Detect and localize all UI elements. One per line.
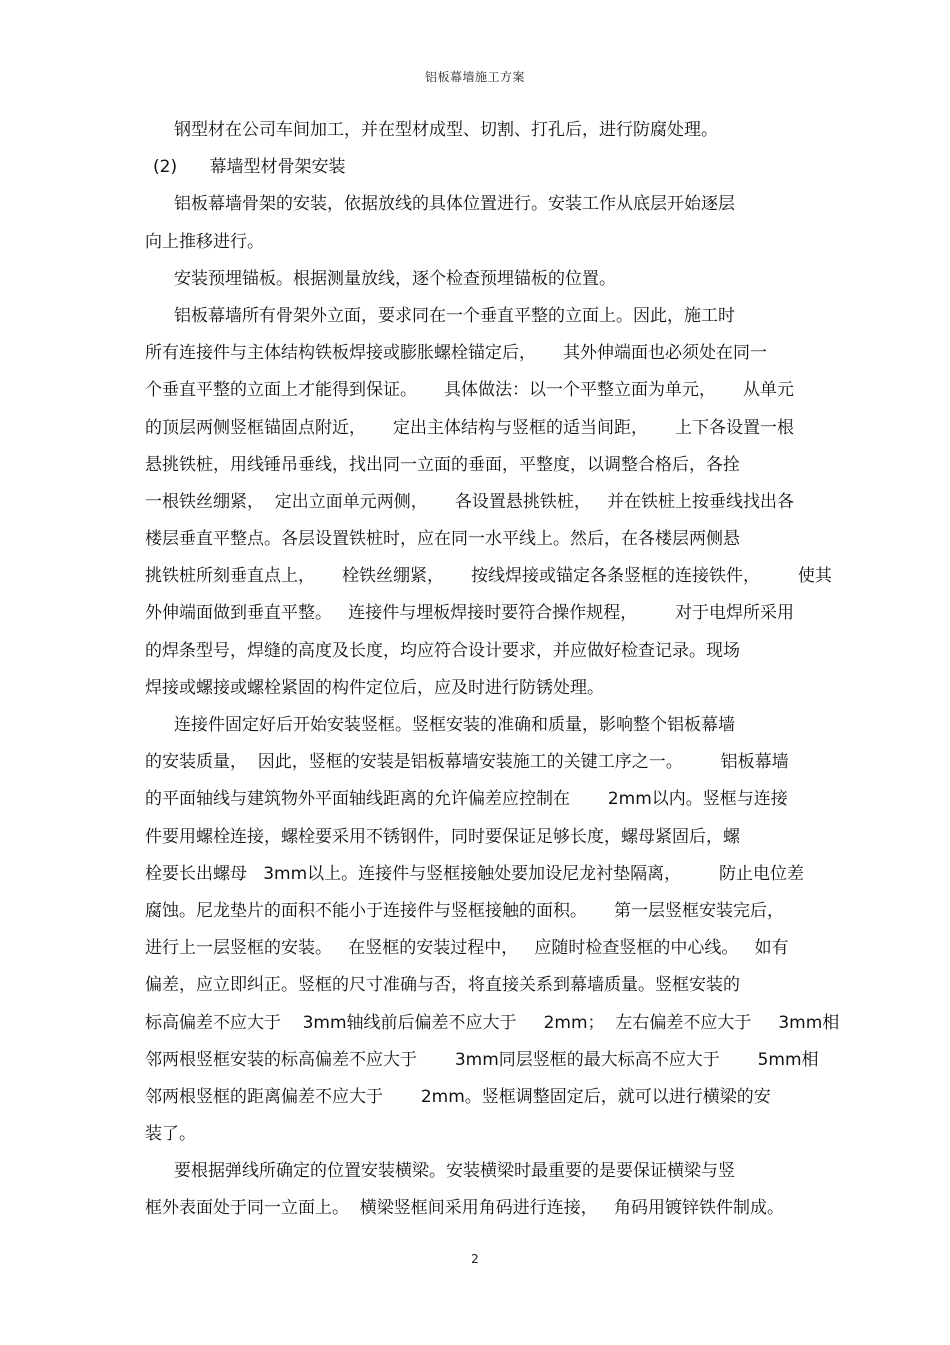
paragraph-line: 悬挑铁桩，用线锤吊垂线，找出同一立面的垂面，平整度，以调整合格后，各拴 bbox=[145, 454, 740, 475]
paragraph-line: 标高偏差不应大于 3mm轴线前后偏差不应大于 2mm； 左右偏差不应大于 3mm相 bbox=[145, 1012, 840, 1033]
body-text bbox=[145, 116, 840, 1232]
paragraph-line: 铝板幕墙所有骨架外立面，要求同在一个垂直平整的立面上。因此，施工时 bbox=[174, 305, 735, 326]
paragraph-line: 钢型材在公司车间加工，并在型材成型、切割、打孔后，进行防腐处理。 bbox=[174, 120, 718, 140]
paragraph-line: 向上推移进行。 bbox=[145, 231, 264, 252]
paragraph-line: 挑铁桩所刻垂直点上， 栓铁丝绷紧， 按线焊接或锚定各条竖框的连接铁件， 使其 bbox=[145, 566, 832, 587]
paragraph-line: 框外表面处于同一立面上。 横梁竖框间采用角码进行连接， 角码用镀锌铁件制成。 bbox=[145, 1198, 785, 1219]
paragraph-line: 装了。 bbox=[145, 1124, 196, 1145]
paragraph-line: 外伸端面做到垂直平整。 连接件与埋板焊接时要符合操作规程， 对于电焊所采用 bbox=[145, 603, 795, 624]
paragraph-line: 邻两根竖框的距离偏差不应大于 2mm。竖框调整固定后，就可以进行横梁的安 bbox=[145, 1086, 771, 1107]
paragraph-line: 焊接或螺接或螺栓紧固的构件定位后，应及时进行防锈处理。 bbox=[145, 677, 604, 698]
paragraph-line: 的安装质量， 因此，竖框的安装是铝板幕墙安装施工的关键工序之一。 铝板幕墙 bbox=[145, 752, 789, 773]
paragraph-line: 栓要长出螺母 3mm以上。连接件与竖框接触处要加设尼龙衬垫隔离， 防止电位差 bbox=[145, 863, 804, 884]
paragraph-line: 楼层垂直平整点。各层设置铁桩时，应在同一水平线上。然后，在各楼层两侧悬 bbox=[145, 529, 740, 550]
paragraph-line: 所有连接件与主体结构铁板焊接或膨胀螺栓锚定后， 其外伸端面也必须处在同一 bbox=[145, 343, 768, 364]
paragraph-line: 要根据弹线所确定的位置安装横梁。安装横梁时最重要的是要保证横梁与竖 bbox=[174, 1161, 735, 1182]
paragraph-line: 腐蚀。尼龙垫片的面积不能小于连接件与竖框接触的面积。 第一层竖框安装完后， bbox=[145, 900, 785, 921]
paragraph-line: 的顶层两侧竖框锚固点附近， 定出主体结构与竖框的适当间距， 上下各设置一根 bbox=[145, 417, 795, 438]
page-number: 2 bbox=[471, 1252, 479, 1266]
paragraph-line: 的平面轴线与建筑物外平面轴线距离的允许偏差应控制在 2mm以内。竖框与连接 bbox=[145, 789, 788, 810]
paragraph-line: 铝板幕墙骨架的安装，依据放线的具体位置进行。安装工作从底层开始逐层 bbox=[174, 194, 735, 215]
paragraph-line: 安装预埋锚板。根据测量放线，逐个检查预埋锚板的位置。 bbox=[174, 268, 616, 289]
paragraph-line: 邻两根竖框安装的标高偏差不应大于 3mm同层竖框的最大标高不应大于 5mm相 bbox=[145, 1049, 819, 1070]
paragraph-line: 个垂直平整的立面上才能得到保证。 具体做法：以一个平整立面为单元， 从单元 bbox=[145, 380, 795, 401]
paragraph-line: 件要用螺栓连接，螺栓要采用不锈钢件，同时要保证足够长度，螺母紧固后，螺 bbox=[145, 826, 740, 847]
paragraph-line: 偏差，应立即纠正。竖框的尺寸准确与否，将直接关系到幕墙质量。竖框安装的 bbox=[145, 975, 740, 996]
paragraph-line: 的焊条型号，焊缝的高度及长度，均应符合设计要求，并应做好检查记录。现场 bbox=[145, 640, 740, 661]
section-heading: (2) 幕墙型材骨架安装 bbox=[153, 157, 346, 178]
page-header-title: 铝板幕墙施工方案 bbox=[424, 70, 525, 84]
paragraph-line: 连接件固定好后开始安装竖框。竖框安装的准确和质量，影响整个铝板幕墙 bbox=[174, 715, 735, 735]
paragraph-line: 一根铁丝绷紧， 定出立面单元两侧， 各设置悬挑铁桩， 并在铁桩上按垂线找出各 bbox=[145, 491, 795, 512]
paragraph-line: 进行上一层竖框的安装。 在竖框的安装过程中， 应随时检查竖框的中心线。 如有 bbox=[145, 938, 789, 959]
